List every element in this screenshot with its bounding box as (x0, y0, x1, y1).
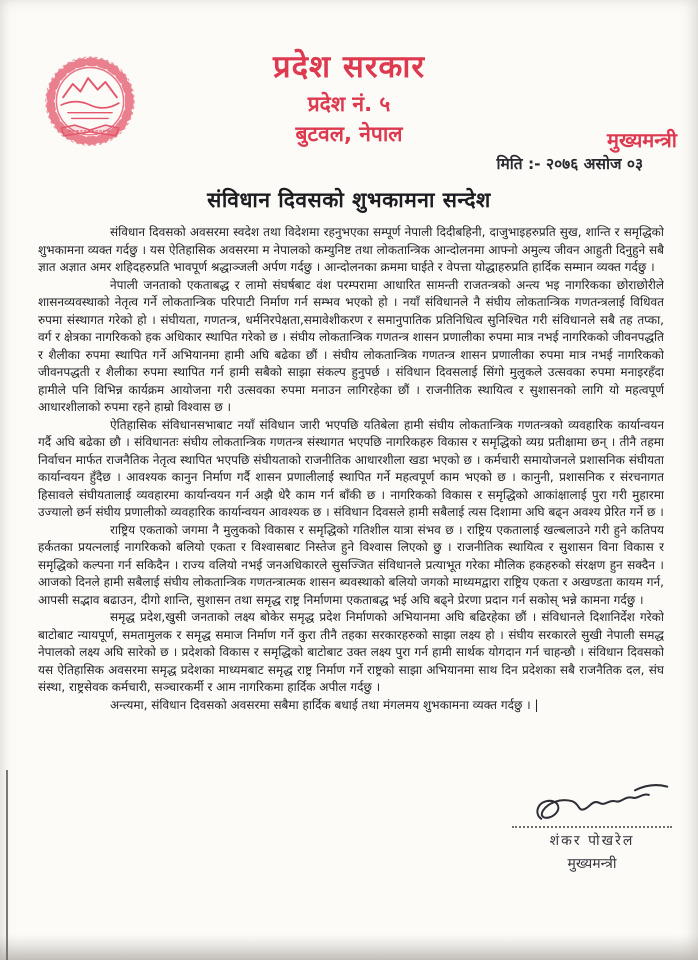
letter-subject-title: संविधान दिवसको शुभकामना सन्देश (207, 188, 491, 212)
org-name: प्रदेश सरकार (272, 49, 426, 85)
paragraph-3: ऐतिहासिक संविधानसभाबाट नयाँ संविधान जारी भएपछि यतिबेला हामी संघीय लोकतान्त्रिक गणतन्त्रको व्यवहारिक कार्यान्वयन गर्दै अघि बढेका छौ । संविधानतः संघीय लोकतान्त्रिक गणतन्त्र संस्थागत भएपछि नागरिकहरु विकास र समृद्धिको व्यग्र प्रतीक्षामा छन् । तीनै तहमा निर्वाचन मार्फत राजनैतिक नेतृत्व स्थापित भएपछि संघीयताको राजनीतिक आधारशीला खडा भएको छ । कर्मचारी समायोजनले प्रशासनिक संघीयता कार्यान्वयन हुँदैछ । आवश्यक कानुन निर्माण गर्दै शासन प्रणालीलाई स्थापित गर्ने महत्वपूर्ण काम भएको छ । कानुनी, प्रशासनिक र संरचनागत हिसावले संघीयतालाई व्यवहारमा कार्यान्वयन गर्न अझै धेरै काम गर्न बाँकी छ । नागरिकको विकास र समृद्धिको आकांक्षालाई पुरा गरी मुहारमा उज्यालो छर्न संघीय प्रणालीको व्यवहारिक कार्यान्वयन आवश्यक छ । संविधान दिवसले हामी सबैलाई त्यस दिशामा अघि बढ्न अवश्य प्रेरित गर्ने छ । (38, 417, 664, 519)
date-line: मिति :- २०७६ असोज ०३ (496, 155, 643, 173)
scan-edge-artifact (6, 770, 8, 960)
paragraph-5: समृद्ध प्रदेश,खुसी जनताको लक्ष्य बोकेर समृद्ध प्रदेश निर्माणको अभियानमा अघि बढिरहेका छौं । संविधानले दिशानिर्देश गरेको बाटोबाट न्यायपूर्ण, समतामुलक र समृद्ध समाज निर्माण गर्ने कुरा तीनै तहका सरकारहरुको साझा लक्ष्य हो । संघीय सरकारले सुखी नेपाली समद्ध नेपालको लक्ष्य अघि सारेको छ । प्रदेशको विकास र समृद्धिको बाटोबाट उक्त लक्ष्य पुरा गर्न हामी सार्थक योगदान गर्न चाहन्छौ । संविधान दिवसको यस ऐतिहासिक अवसरमा समृद्ध प्रदेशका माध्यमबाट समृद्ध राष्ट्र निर्माण गर्ने राष्ट्रको साझा अभियानमा साथ दिन प्रदेशका सबै राजनैतिक दल, संघ संस्था, राष्ट्रसेवक कर्मचारी, सञ्चारकर्मी र आम नागरिकमा हार्दिक अपील गर्दछु । (38, 610, 664, 694)
office-title: मुख्यमन्त्री (607, 128, 677, 152)
place-line: बुटवल, नेपाल (295, 122, 403, 146)
paragraph-closing: अन्त्यमा, संविधान दिवसको अवसरमा सबैमा हार्दिक बधाई तथा मंगलमय शुभकामना व्यक्त गर्दछु । | (110, 697, 539, 712)
signature-block (503, 782, 681, 873)
signature-line (512, 826, 672, 828)
paragraph-1: संविधान दिवसको अवसरमा स्वदेश तथा विदेशमा रहनुभएका सम्पूर्ण नेपाली दिदीबहिनी, दाजुभाइहरुप्रति सुख, शान्ति र समृद्धिको शुभकामना व्यक्त गर्दछु । यस ऐतिहासिक अवसरमा म नेपालको कम्युनिष्ट तथा लोकतान्त्रिक आन्दोलनमा आफ्नो अमुल्य जीवन आहुती दिनुहुने सबै ज्ञात अज्ञात अमर शहिदहरुप्रति भावपूर्ण श्रद्धाञ्जली अर्पण गर्दछु । आन्दोलनका क्रममा घाईते र वेपत्ता योद्धाहरुप्रति हार्दिक सम्मान व्यक्त गर्दछु । (38, 225, 664, 274)
signatory-designation: मुख्यमन्त्री (567, 856, 617, 872)
signatory-name: शंकर पोखरेल (549, 833, 635, 849)
letterhead (0, 49, 698, 146)
letter-body (38, 224, 664, 816)
paragraph-2: नेपाली जनताको एकताबद्ध र लामो संघर्षबाट वंश परम्परामा आधारित सामन्ती राजतन्त्रको अन्त्य भइ नागरिकका छोराछोरीले शासनव्यवस्थाको नेतृत्व गर्ने लोकतान्त्रिक परिपाटी निर्माण गर्न सम्भव भएको हो । नयाँ संविधानले नै संघीय लोकतान्त्रिक गणतन्त्रलाई विधिवत रुपमा संस्थागत गरेको हो । संघीयता, गणतन्त्र, धर्मनिरपेक्षता,समावेशीकरण र समानुपातिक प्रतिनिधित्व सुनिश्चित गरी संविधानले सबै तह तप्का, वर्ग र क्षेत्रका नागरिकको हक अधिकार स्थापित गरेको छ । संघीय लोकतान्त्रिक गणतन्त्र शासन प्रणालीका रुपमा मात्र नभई नागरिकको जीवनपद्धति र शैलीका रुपमा स्थापित गर्ने अभियानमा हामी अघि बढेका छौं । संघीय लोकतान्त्रिक गणतन्त्र शासन प्रणालीका रुपमा मात्र नभई नागरिकको जीवनपद्धती र शैलीका रुपमा स्थापित गर्न हामी सबैको साझा संकल्प हुनुपर्छ । संविधान दिवसलाई सिंगो मुलुकले उत्सवका रुपमा मनाइरहँदा हामीले पनि विभिन्न कार्यक्रम आयोजना गरी उत्सवका रुपमा मनाउन लागिरहेका छौं । राजनीतिक स्थायित्व र सुशासनको लागि यो महत्वपूर्ण आधारशीलाको रुपमा रहने हाम्रो विश्वास छ । (38, 277, 664, 414)
paragraph-4: राष्ट्रिय एकताको जगमा नै मुलुकको विकास र समृद्धिको गतिशील यात्रा संभव छ । राष्ट्रिय एकतालाई खल्बलाउने गरी हुने कतिपय हर्कतका प्रयत्नलाई नागरिकको बलियो एकता र विश्वासबाट निस्तेज हुने विश्वास लिएको छु । राजनीतिक स्थायित्व र सुशासन विना विकास र समृद्धिको कल्पना गर्न सकिदैन । राज्य वलियो नभई जनअधिकारले सुसज्जित संविधानले प्रत्याभूत गरेका मौलिक हकहरुको संरक्षण हुन सक्दैन । आजको दिनले हामी सबैलाई संघीय लोकतान्त्रिक गणतन्त्रात्मक शासन ब्यवस्थाको बलियो जगको माध्यमद्वारा राष्ट्रिय एकता र अखण्डता कायम गर्न, आपसी सद्भाव बढाउन, दीगो शान्ति, सुशासन तथा समृद्ध राष्ट्र निर्माणमा एकताबद्ध भई अघि बढ्ने प्रेरणा प्रदान गर्न सकोस् भन्ने कामना गर्दछु । (38, 522, 664, 607)
signature-scribble-icon (531, 782, 671, 828)
province-line: प्रदेश नं. ५ (307, 92, 391, 116)
scan-bottom-shade (0, 934, 698, 960)
